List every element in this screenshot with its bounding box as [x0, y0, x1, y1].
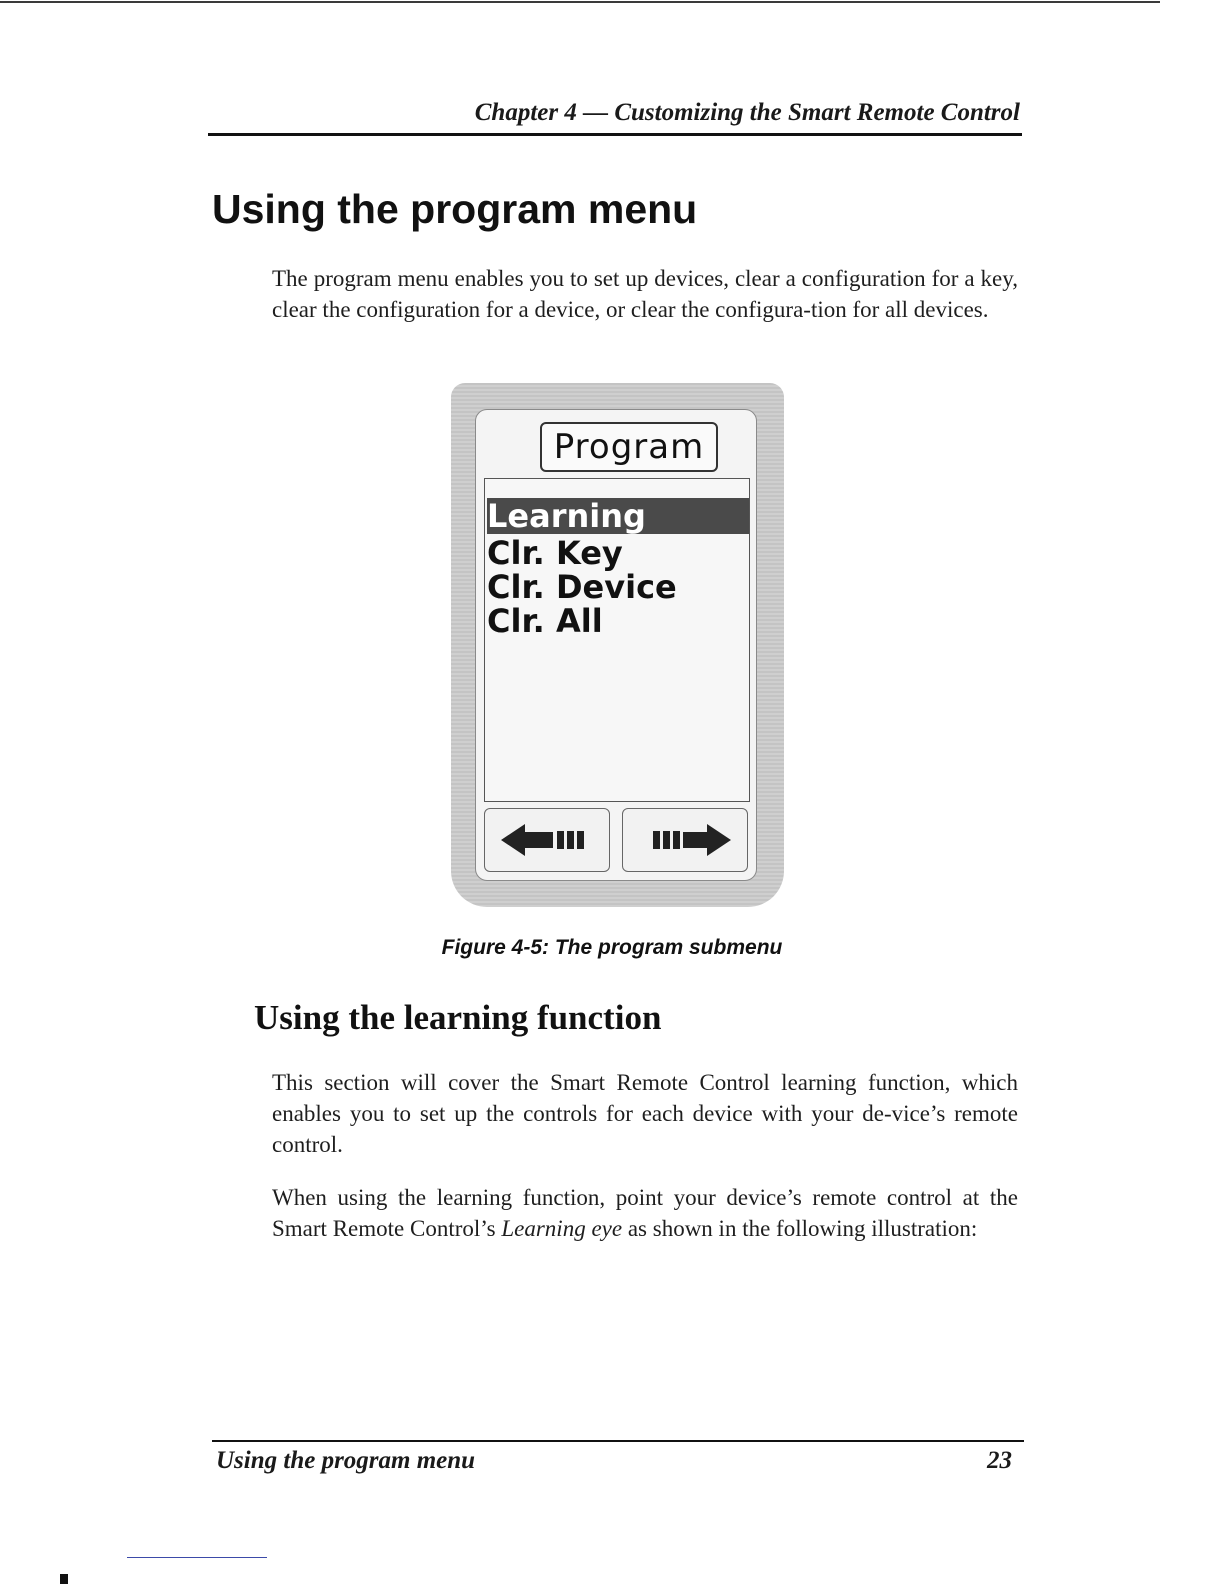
footer-rule [212, 1440, 1024, 1442]
menu-item-learning[interactable]: Learning [487, 498, 749, 534]
program-menu-list [484, 478, 750, 802]
menu-item-clr-device[interactable]: Clr. Device [487, 568, 677, 606]
menu-item-clr-all[interactable]: Clr. All [487, 602, 603, 640]
learning-eye-emphasis: Learning eye [501, 1216, 623, 1241]
running-head: Chapter 4 — Customizing the Smart Remote Control [474, 99, 1020, 126]
paragraph-2-text-before: When using the learning function, point your device’s remote control at the Smart Remote Control’s [272, 1185, 1018, 1241]
section-paragraph-2 [272, 1182, 1018, 1244]
section-title: Using the learning function [254, 998, 662, 1037]
page-number: 23 [987, 1447, 1012, 1474]
intro-paragraph: The program menu enables you to set up devices, clear a configuration for a key, clear the configuration for a device, or clear the configura-tion for all devices. [272, 266, 1018, 322]
page-title: Using the program menu [212, 186, 698, 232]
menu-item-clr-key[interactable]: Clr. Key [487, 534, 623, 572]
footer-title: Using the program menu [216, 1447, 476, 1474]
program-submenu-figure [451, 383, 784, 907]
header-rule [208, 133, 1022, 136]
screen-title-program: Program [540, 422, 718, 472]
previous-button[interactable] [484, 808, 610, 872]
next-button[interactable] [622, 808, 748, 872]
bottom-blue-line [127, 1557, 267, 1558]
left-arrow-icon [501, 822, 593, 858]
top-edge-rule [0, 1, 1160, 3]
paragraph-2-text-after: as shown in the following illustration: [622, 1216, 978, 1241]
figure-caption: Figure 4-5: The program submenu [441, 936, 783, 959]
right-arrow-icon [639, 822, 731, 858]
section-paragraph-1: This section will cover the Smart Remote Control learning function, which enables you to set up the controls for each device with your de-vice’s remote control. [272, 1070, 1018, 1157]
bottom-margin-mark [60, 1574, 68, 1584]
